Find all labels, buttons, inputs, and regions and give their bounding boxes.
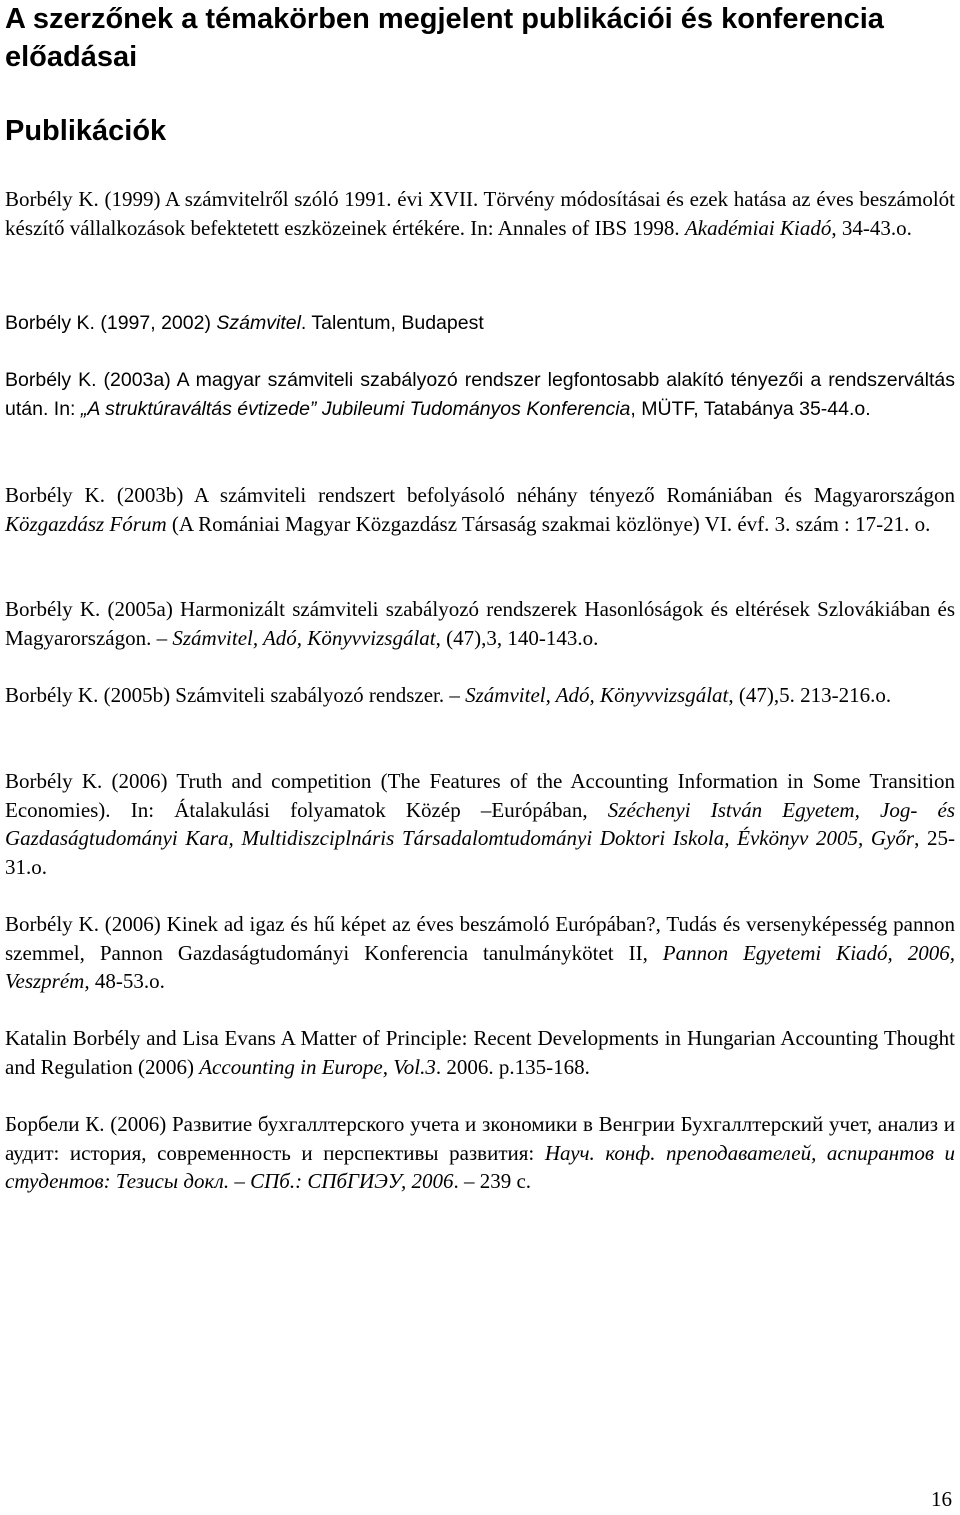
entry-text: , 25-31.o. (5, 826, 955, 879)
entry-italic-text: Pannon Egyetemi Kiadó, 2006, Veszprém, (5, 940, 955, 993)
entry-text: Борбели К. (2006) Развитие бухгаллтерского учета и зкономики в Венгрии Бухгаллтерский учет, анализ и аудит: история, современность и перспективы развития: (5, 1112, 955, 1165)
entry-italic-text: „A struktúraváltás évtizede” Jubileumi Tudományos Konferencia (80, 397, 631, 420)
entry-italic-text: Akadémiai Kiadó (684, 215, 832, 240)
publication-entry (5, 481, 955, 538)
entry-text: Borbély K. (2005b) Számviteli szabályozó rendszer. – (5, 683, 466, 707)
entry-text: , (47),5. 213-216.o. (728, 683, 892, 707)
publication-entry (5, 1024, 955, 1081)
entry-text: . – 239 с. (453, 1169, 532, 1193)
entry-italic-text: Accounting in Europe, Vol.3 (199, 1054, 436, 1079)
entry-text: Borbély K. (1999) A számvitelről szóló 1991. évi XVII. Törvény módosításai és ezek hatása az éves beszámolót készítő vállalkozások befektetett eszközeinek értékére. In: Annales of IBS 1998. (5, 187, 955, 240)
publication-entry (5, 681, 955, 710)
entry-text: Borbély K. (2006) Truth and competition (The Features of the Accounting Information in Some Transition Economies). In: Átalakulási folyamatok Közép –Európában, (5, 769, 955, 822)
publication-entry (5, 910, 955, 996)
entry-text: Katalin Borbély and Lisa Evans A Matter of Principle: Recent Developments in Hungarian Accounting Thought and Regulation (2006) (5, 1026, 955, 1079)
publication-entry (5, 185, 955, 242)
entry-text: Borbély K. (2005a) Harmonizált számviteli szabályozó rendszerek Hasonlóságok és eltérések Szlovákiában és Magyarországon. – (5, 597, 955, 650)
entry-text: Borbély K. (2003a) A magyar számviteli szabályozó rendszer legfontosabb alakító tényezői a rendszerváltás után. In: (5, 369, 955, 420)
entry-text: Borbély K. (2003b) A számviteli rendszert befolyásoló néhány tényező Romániában és Magyarországon (5, 483, 955, 507)
publication-entry (5, 366, 955, 423)
document-heading: A szerzőnek a témakörben megjelent publikációi és konferencia előadásai (5, 3, 884, 73)
publication-entry (5, 595, 955, 652)
section-title: Publikációk (5, 115, 167, 147)
entry-text: Borbély K. (2006) Kinek ad igaz és hű képet az éves beszámoló Európában?, Tudás és versenyképesség pannon szemmel, Pannon Gazdaságtudományi Konferencia tanulmánykötet II, (5, 912, 955, 965)
publication-entry (5, 309, 484, 338)
entry-text: . 2006. p.135-168. (435, 1054, 590, 1079)
publication-entry (5, 1110, 955, 1196)
entry-italic-text: Közgazdász Fórum (5, 511, 167, 536)
publication-entry (5, 767, 955, 881)
entry-italic-text: Számvitel (216, 312, 301, 334)
entry-italic-text: Széchenyi István Egyetem, Jog- és Gazdaságtudományi Kara, Multidiszciplnáris Társadalomtudományi Doktori Iskola, Évkönyv 2005, Győr (5, 797, 955, 850)
entry-italic-text: Számvitel, Adó, Könyvvizsgálat (465, 683, 729, 707)
page-number: 16 (931, 1487, 952, 1511)
entry-text: , (47),3, 140-143.o. (435, 625, 599, 650)
entry-text: (A Romániai Magyar Közgazdász Társaság szakmai közlönye) VI. évf. 3. szám : 17-21. o. (166, 511, 931, 536)
entry-italic-text: Науч. конф. преподавателей, аспирантов и студентов: Тезисы докл. – СПб.: СПбГИЭУ, 2006 (5, 1140, 956, 1193)
entry-text: , MÜTF, Tatabánya 35-44.o. (630, 397, 871, 420)
entry-text: 48-53.o. (89, 969, 165, 993)
entry-text: , 34-43.o. (831, 215, 912, 240)
entry-italic-text: Számvitel, Adó, Könyvvizsgálat (172, 625, 436, 650)
entry-text: Borbély K. (1997, 2002) (5, 312, 217, 334)
entry-text: . Talentum, Budapest (300, 312, 484, 334)
